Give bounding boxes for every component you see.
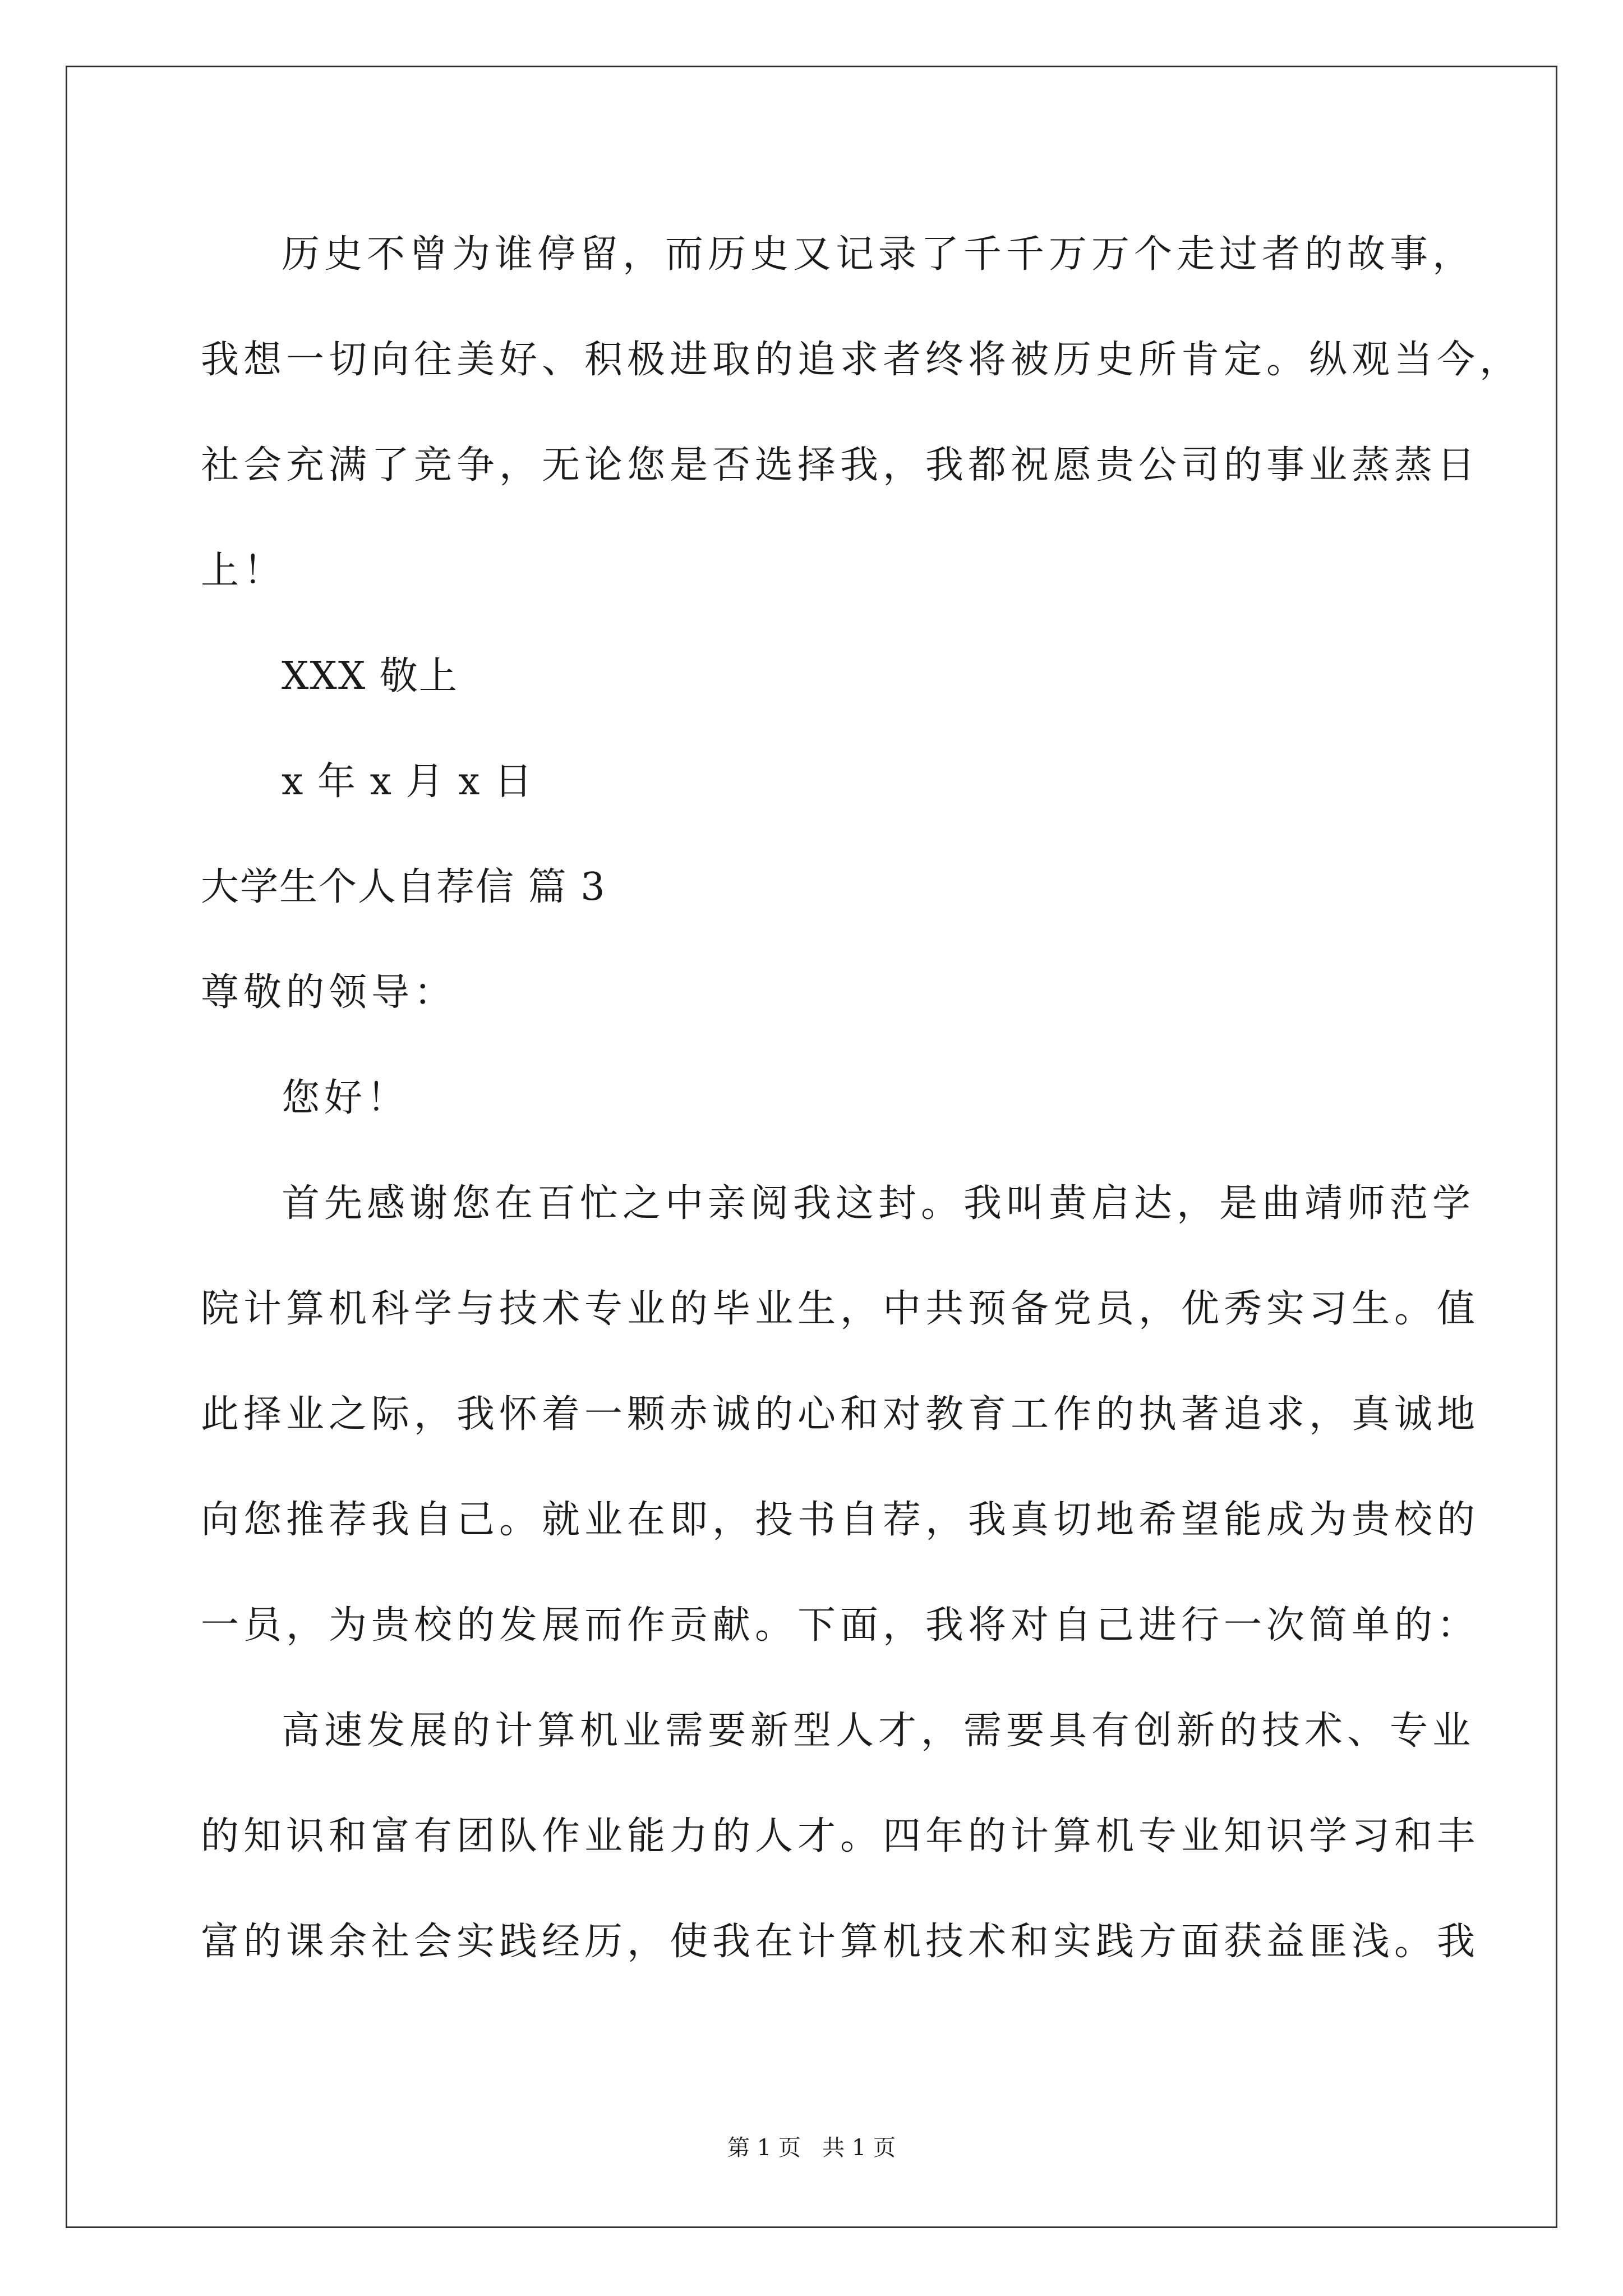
page-border	[66, 66, 1557, 2228]
text-line: 的知识和富有团队作业能力的人才。四年的计算机专业知识学习和丰	[201, 1814, 1480, 1858]
page-footer: 第 1 页 共 1 页	[727, 2135, 896, 2161]
text-line: 此择业之际，我怀着一颗赤诚的心和对教育工作的执著追求，真诚地	[201, 1392, 1480, 1437]
text-line: 首先感谢您在百忙之中亲阅我这封。我叫黄启达，是曲靖师范学	[282, 1181, 1476, 1226]
section-title: 大学生个人自荐信 篇 3	[201, 865, 606, 909]
text-line: 富的课余社会实践经历，使我在计算机技术和实践方面获益匪浅。我	[201, 1920, 1480, 1964]
text-line: 高速发展的计算机业需要新型人才，需要具有创新的技术、专业	[282, 1709, 1476, 1753]
salutation: 尊敬的领导：	[201, 970, 457, 1015]
text-line: 社会充满了竞争，无论您是否选择我，我都祝愿贵公司的事业蒸蒸日	[201, 443, 1480, 487]
greeting: 您好！	[282, 1076, 410, 1120]
text-line: 上！	[201, 549, 287, 593]
date-line: x 年 x 月 x 日	[282, 760, 534, 804]
text-line: 向您推荐我自己。就业在即，投书自荐，我真切地希望能成为贵校的	[201, 1498, 1480, 1542]
text-line: 一员，为贵校的发展而作贡献。下面，我将对自己进行一次简单的：	[201, 1603, 1480, 1648]
text-line: 历史不曾为谁停留，而历史又记录了千千万万个走过者的故事，	[282, 232, 1476, 277]
text-line: 院计算机科学与技术专业的毕业生，中共预备党员，优秀实习生。值	[201, 1287, 1480, 1331]
signature: XXX 敬上	[282, 654, 458, 698]
text-line: 我想一切向往美好、积极进取的追求者终将被历史所肯定。纵观当今，	[201, 338, 1523, 382]
